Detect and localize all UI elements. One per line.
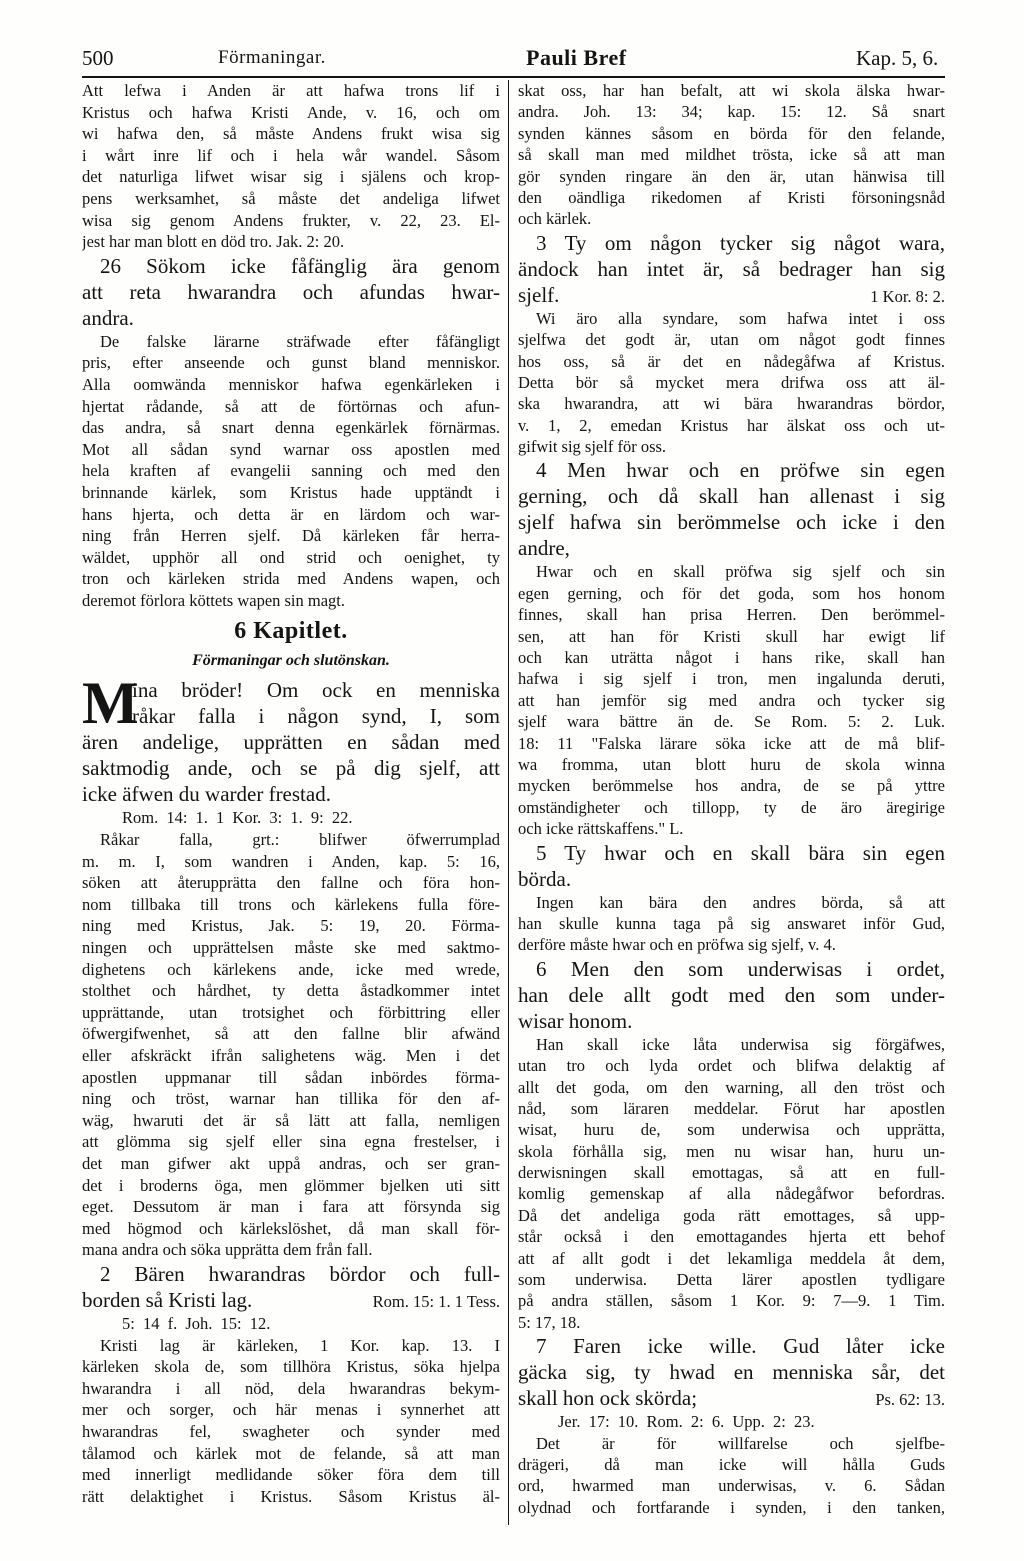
commentary-line: mycken berömmelse hos andra, de se på yttre — [518, 776, 945, 796]
commentary-line: gör synden ringare än den är, utan hänwisa till — [518, 166, 945, 186]
chapter-heading: 6 Kapitlet. — [234, 618, 348, 645]
commentary-paragraph — [82, 331, 500, 612]
commentary-line: och kan uträtta något i hans rike, skall han — [518, 648, 945, 668]
commentary-line: hwarandras fel, swagheter och synder med — [82, 1421, 500, 1441]
commentary-line: sjelfwa det godt är, utan om något godt finnes — [518, 330, 945, 350]
commentary-line: deremot förlora köttets wapen sin magt. — [82, 590, 346, 610]
verse-line: gäcka sig, ty hwad en menniska sår, det — [518, 1360, 945, 1385]
commentary-line: wäg, hwaruti det är så lätt att falla, nemligen — [82, 1110, 500, 1130]
commentary-line: pens werksamhet, så måste det andeliga lifwet — [82, 188, 500, 208]
commentary-line: så skall man med mildhet trösta, icke så att man — [518, 145, 945, 165]
commentary-line: egen gerning, och för det goda, som hos honom — [518, 583, 945, 603]
commentary-line: m. m. I, som wandren i Anden, kap. 5: 16, — [82, 851, 500, 871]
commentary-line: derföre måste hwar och en pröfwa sig sjelf, v. 4. — [518, 935, 836, 955]
commentary-line: ningen och upprättelsen måste ske med saktmo- — [82, 938, 500, 958]
commentary-line: hjertat rådande, så att de förtörnas och afun- — [82, 396, 500, 416]
verse-line: 7 Faren icke wille. Gud låter icke — [536, 1334, 945, 1359]
commentary-line: och icke rättskaffens." L. — [518, 819, 684, 839]
commentary-line: tålamod och kärlek mot de felande, så att man — [82, 1443, 500, 1463]
commentary-line: skola förhålla sig, men nu wisar han, huru un- — [518, 1141, 945, 1161]
commentary-line: att han jemför sig med andra och tycker sig — [518, 690, 945, 710]
commentary-line: Det är för willfarelse och sjelfbe- — [536, 1433, 945, 1453]
column-divider — [508, 80, 509, 1525]
commentary-line: pris, efter anseende och gunst bland menniskor. — [82, 353, 500, 373]
commentary-line: öfwergifwenhet, så att den fallne blir afwänd — [82, 1024, 500, 1044]
commentary-line: stolthet och hårdhet, ty detta åstadkommer intet — [82, 981, 500, 1001]
commentary-line: med högmod och kärlekslöshet, då man skall för- — [82, 1218, 500, 1238]
scripture-reference: Jer. 17: 10. Rom. 2: 6. Upp. 2: 23. — [558, 1412, 815, 1432]
commentary-paragraph — [82, 80, 500, 253]
commentary-line: mer och sorger, och här menas i synnerhet att — [82, 1400, 500, 1420]
commentary-line: söken att återupprätta den fallne och föra hon- — [82, 873, 500, 893]
commentary-line: sen, att han för Kristi skull har ewigt lif — [518, 626, 945, 646]
commentary-line: som underwisa. Detta lärer apostlen tydligare — [518, 1270, 945, 1290]
commentary-paragraph — [518, 80, 945, 230]
commentary-line: ska hwarandra, att wi bära hwarandras bördor, — [518, 394, 945, 414]
bible-verse — [518, 230, 945, 308]
verse-line: han dele allt godt med den som under- — [518, 982, 945, 1007]
commentary-line: Mot all sådan synd warnar oss apostlen med — [82, 439, 500, 459]
commentary-line: olydnad och fortfarande i synden, i den tanken, — [518, 1497, 945, 1517]
page-number: 500 — [82, 46, 114, 70]
commentary-line: De falske lärarne sträfwade efter fåfängligt — [100, 331, 500, 351]
commentary-line: synden kännes såsom en börda för den felande, — [518, 123, 945, 143]
commentary-line: den oändliga rikedomen af Kristi försoningsnåd — [518, 187, 945, 207]
verse-text: skall hon ock skörda; — [518, 1386, 698, 1411]
bible-verse — [82, 253, 500, 331]
commentary-line: das andra, så snart denna egenkärlek förnärmas. — [82, 418, 500, 438]
verse-text: sjelf. — [518, 282, 560, 307]
verse-line: saktmodig ande, och se på dig sjelf, att — [82, 756, 500, 781]
chapter-indicator: Kap. 5, 6. — [856, 46, 939, 70]
commentary-line: dighetens och kärlekens ande, icke med wrede, — [82, 959, 500, 979]
commentary-line: hos oss, så är det en nådegåfwa af Kristus. — [518, 351, 945, 371]
verse-line: ändock han intet är, så bedrager han sig — [518, 256, 945, 281]
verse-line: ären andelige, upprätten en sådan med — [82, 730, 500, 755]
commentary-line: 18: 11 "Falska lärare söka icke att de må blif- — [518, 733, 945, 753]
commentary-line: finnes, skall han prisa Herren. Den berömmel- — [518, 605, 945, 625]
commentary-line: omständigheter och tillopp, ty de äro äregirige — [518, 797, 945, 817]
commentary-line: eller afskräckt ifrån salighetens wäg. Men i det — [82, 1046, 500, 1065]
commentary-paragraph — [518, 892, 945, 956]
header-rule — [82, 76, 945, 78]
verse-line: ina bröder! Om ock en menniska — [132, 678, 500, 703]
bible-verse — [518, 457, 945, 561]
commentary-line: andra. Joh. 13: 34; kap. 15: 12. Så snart — [518, 102, 945, 122]
verse-line: 2 Bären hwarandras bördor och full- — [100, 1261, 500, 1286]
commentary-paragraph — [518, 1433, 945, 1519]
commentary-line: med innerligt medlidande söker föra dem till — [82, 1465, 500, 1485]
verse-cross-reference: Ps. 62: 13. — [875, 1390, 945, 1410]
verse-line: wisar honom. — [518, 1008, 633, 1033]
commentary-line: hela kraften af evangelii sanning och med den — [82, 461, 500, 481]
commentary-line: det i broderns öga, men glömmer bjelken uti sitt — [82, 1175, 500, 1195]
section-title: Förmaningar. — [218, 47, 326, 68]
verse-line: 5 Ty hwar och en skall bära sin egen — [536, 840, 945, 865]
commentary-line: v. 1, 2, emedan Kristus har älskat oss och ut- — [518, 415, 945, 435]
verse-line: 6 Men den som underwisas i ordet, — [536, 956, 945, 981]
commentary-line: nom tillbaka till trons och kärlekens fulla före- — [82, 894, 500, 914]
commentary-line: derwisningen skall emottagas, så att en full- — [518, 1163, 945, 1183]
scripture-reference: Rom. 14: 1. 1 Kor. 3: 1. 9: 22. — [122, 808, 353, 828]
commentary-line: Alla oomwända menniskor hafwa egenkärleken i — [82, 374, 500, 394]
commentary-line: wa fromma, utan blott huru de skola winna — [518, 754, 945, 774]
verse-line: andre, — [518, 536, 570, 561]
scripture-reference: 5: 14 f. Joh. 15: 12. — [122, 1313, 271, 1333]
commentary-line: Han skall icke låta underwisa sig förgäfwes, — [536, 1034, 945, 1054]
verse-line: 4 Men hwar och en pröfwe sin egen — [536, 458, 945, 483]
verse-line: 26 Sökom icke fåfänglig ära genom — [100, 253, 500, 278]
commentary-paragraph — [518, 308, 945, 458]
commentary-line: står också i den emottagandes hjerta ett behof — [518, 1227, 945, 1247]
commentary-line: wisat, huru de, som underwisa och upprätta, — [518, 1120, 945, 1140]
commentary-line: drägeri, då man icke will hålla Guds — [518, 1454, 945, 1474]
verse-line: börda. — [518, 866, 572, 891]
drop-cap-letter: M — [82, 670, 139, 737]
commentary-line: Råkar falla, grt.: blifwer öfwerrumplad — [100, 830, 500, 850]
commentary-line: komlig gemenskap af alla nådegåfwor befordras. — [518, 1184, 945, 1204]
verse-cross-reference: 1 Kor. 8: 2. — [870, 286, 945, 306]
commentary-line: han skulle kunna taga på sig answaret inför Gud, — [518, 913, 945, 933]
commentary-line: Då det andeliga goda rätt emottages, så upp- — [518, 1205, 945, 1225]
commentary-line: Hwar och en skall pröfwa sig sjelf och sin — [536, 562, 945, 582]
commentary-line: Att lefwa i Anden är att hafwa trons lif i — [82, 81, 500, 100]
book-title: Pauli Bref — [526, 45, 627, 70]
bible-verse — [82, 670, 500, 807]
commentary-line: skat oss, har han befalt, att wi skola älska hwar- — [518, 81, 945, 100]
verse-line — [518, 1385, 945, 1411]
commentary-line: wisa sig genom Andens frukter, v. 22, 23. El- — [82, 210, 500, 230]
commentary-line: det man gifwer akt uppå andras, och ser gran- — [82, 1153, 500, 1173]
commentary-line: på andra ställen, såsom 1 Kor. 9: 7—9. 1 Tim. — [518, 1291, 945, 1311]
chapter-subheading: Förmaningar och slutönskan. — [192, 652, 390, 670]
commentary-line: wi hafwa den, så måste Andens frukt wisa sig — [82, 124, 500, 144]
commentary-line: i wårt inre lif och i hela wår wandel. Såsom — [82, 145, 500, 165]
commentary-line: allt det goda, om den warning, all den tröst och — [518, 1077, 945, 1097]
commentary-line: ning från Herren sjelf. Då kärleken får herra- — [82, 526, 500, 546]
commentary-line: tron och kärleken strida med Andens wapen, och — [82, 569, 500, 589]
commentary-line: Detta bör så mycket mera drifwa oss att äl- — [518, 372, 945, 392]
commentary-line: eget. Dessutom är man i fara att försynda sig — [82, 1197, 500, 1217]
verse-line: att reta hwarandra och afundas hwar- — [82, 279, 500, 304]
verse-text: borden så Kristi lag. — [82, 1287, 253, 1312]
commentary-line: sjelf wara bättre än de. Se Rom. 5: 2. Luk. — [518, 712, 945, 732]
right-column — [518, 80, 945, 1518]
commentary-paragraph — [518, 1034, 945, 1333]
bible-verse — [518, 840, 945, 892]
commentary-line: utan tro och lyda ordet och blifwa delaktig af — [518, 1056, 945, 1076]
commentary-line: hans hjerta, och detta är en lärdom och war- — [82, 504, 500, 524]
commentary-line: 5: 17, 18. — [518, 1312, 581, 1332]
left-column — [82, 80, 500, 1507]
commentary-line: wäldet, upphör all ond strid och oenighet, ty — [82, 547, 500, 567]
commentary-line: Kristus och hafwa Kristi Ande, v. 16, och om — [82, 102, 500, 122]
commentary-line: jest har man blott en död tro. Jak. 2: 20. — [82, 232, 345, 252]
verse-line — [518, 282, 945, 308]
commentary-line: ning med Kristus, Jak. 5: 19, 20. Förma- — [82, 916, 500, 936]
commentary-line: att glömma sig sjelf eller sina egna frestelser, i — [82, 1132, 500, 1152]
commentary-line: hwarandra i all nöd, dela hwarandras bekym- — [82, 1378, 500, 1398]
commentary-line: apostlen uppmanar till sådan inbördes förma- — [82, 1067, 500, 1087]
verse-line: 3 Ty om någon tycker sig något wara, — [536, 230, 945, 255]
verse-line: råkar falla i någon synd, I, som — [132, 704, 500, 729]
verse-line: icke äfwen du warder frestad. — [82, 782, 331, 807]
commentary-line: och kärlek. — [518, 209, 592, 229]
commentary-line: brinnande kärlek, som Kristus hade upptändt i — [82, 482, 500, 502]
verse-line: andra. — [82, 305, 134, 330]
commentary-paragraph — [82, 1335, 500, 1508]
commentary-line: nåd, som läraren meddelar. Förut har apostlen — [518, 1098, 945, 1118]
commentary-line: upprättande, utan trotsighet och förbittring eller — [82, 1002, 500, 1022]
bible-verse — [82, 1261, 500, 1313]
commentary-line: att af allt godt i det lekamliga meddela åt dem, — [518, 1248, 945, 1268]
bible-verse — [518, 956, 945, 1034]
commentary-line: hafwa i sig sjelf i tron, men ingalunda deruti, — [518, 669, 945, 689]
commentary-line: mana andra och söka upprätta dem från fall. — [82, 1240, 373, 1260]
commentary-paragraph — [518, 561, 945, 839]
commentary-line: ord, hwarmed man underwisas, v. 6. Sådan — [518, 1476, 945, 1496]
verse-cross-reference: Rom. 15: 1. 1 Tess. — [372, 1291, 500, 1311]
commentary-paragraph — [82, 829, 500, 1261]
commentary-line: det naturliga lifwet wisar sig i själens och krop- — [82, 167, 500, 187]
commentary-line: gifwit sig sjelf för oss. — [518, 437, 667, 457]
verse-line — [82, 1287, 500, 1313]
commentary-line: Ingen kan bära den andres börda, så att — [536, 892, 945, 912]
commentary-line: ning och tröst, warnar han tillika för den af- — [82, 1089, 500, 1109]
bible-verse — [518, 1333, 945, 1411]
commentary-line: Wi äro alla syndare, som hafwa intet i oss — [536, 308, 945, 328]
commentary-line: Kristi lag är kärleken, 1 Kor. kap. 13. I — [100, 1335, 500, 1355]
commentary-line: kärleken skola de, som tillhöra Kristus, söka hjelpa — [82, 1357, 500, 1377]
verse-line: sjelf hafwa sin berömmelse och icke i den — [518, 510, 945, 535]
commentary-line: rätt delaktighet i Kristus. Såsom Kristus äl- — [82, 1486, 500, 1506]
verse-line: gerning, och då skall han allenast i sig — [518, 484, 945, 509]
